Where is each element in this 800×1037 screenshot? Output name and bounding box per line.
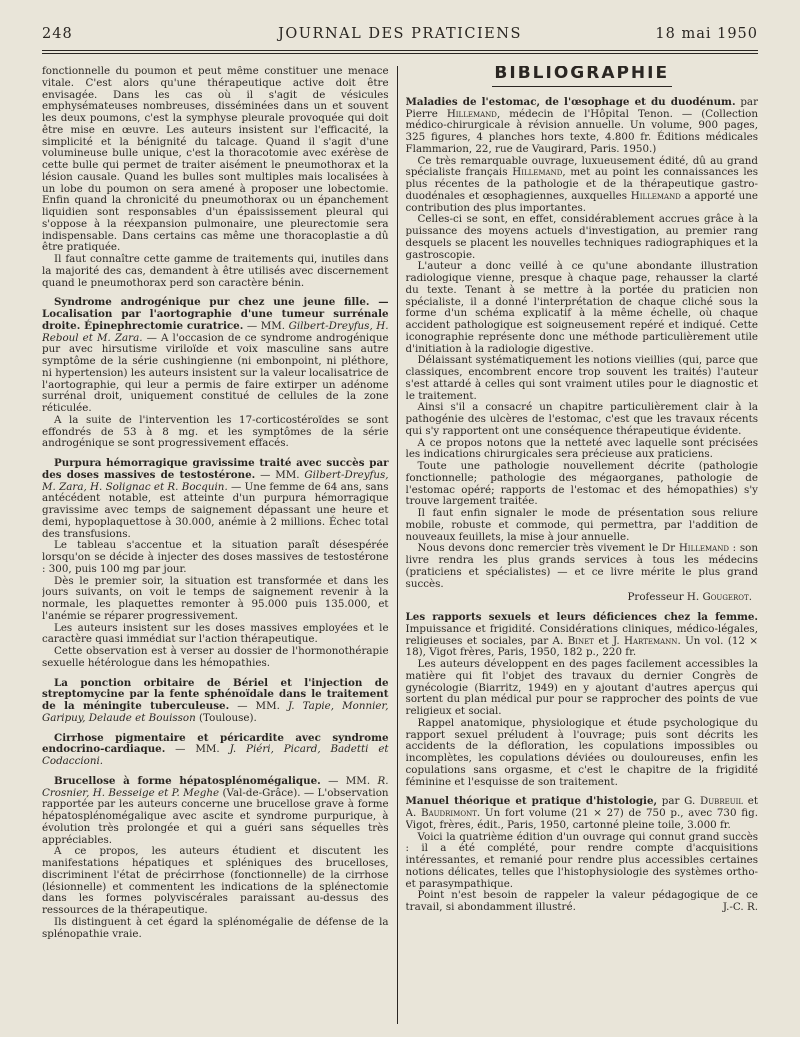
book-author: Binet: [567, 634, 594, 647]
author-name: Hillemand: [678, 542, 729, 555]
paragraph: fonctionnelle du poumon et peut même constituer une menace vitale. C'est alors qu'une thérapeutique active doit être envisagée. Dans les cas où il s'agit de vésicules emphysémateuses nombreuses, disséminées dans un et souvent les deux poumons, c'est la symphyse pleurale provoquée qui doit être mise en œuvre. Les auteurs insistent sur l'efficacité, la simplicité et la bénignité du talcage. Quand il s'agit d'une volumineuse bulle unique, c'est la thoracotomie avec exérèse de cette bulle qui permet de traiter aisément le pneumothorax et la lésion causale. Quand les bulles sont multiples mais localisées à un lobe du poumon on sera amené à proposer une lobectomie. Enfin quand la chronicité du pneumothorax ou un épanchement liquidien sont responsables d'un épaississement pleural qui s'oppose à la réexpansion pulmonaire, une pleurectomie sera indispensable. Dans certains cas même une thoracoplastie a dû être pratiquée.: [42, 66, 389, 254]
paragraph: Dès le premier soir, la situation est transformée et dans les jours suivants, on voit le temps de saignement revenir à la normale, les plaquettes remonter à 95.000 puis 135.000, et l'anémie se réparer progressivement.: [42, 574, 389, 622]
text: Impuissance et frigidité. Considérations cliniques, médico-légales, religieuses et sociales, par A.: [405, 622, 758, 647]
paragraph: [406, 156, 758, 215]
article-authors: Gilbert-Dreyfus, M. Zara, H. Solignac et R. Bocquin.: [42, 468, 389, 493]
article-authors: J. Tapie, Monnier, Garipuy, Delaude et Bouisson: [42, 700, 389, 724]
journal-title: JOURNAL DES PRATICIENS: [278, 26, 522, 42]
paragraph: A la suite de l'intervention les 17-corticostéroïdes se sont effondrés de 53 à 8 mg. et les symptômes de la série androgénique se sont progressivement effacés.: [42, 413, 389, 450]
article-title: Syndrome androgénique pur chez une jeune fille. — Localisation par l'aortographie d'une tumeur surrénale droite. Épinephrectomie curatrice.: [42, 296, 389, 332]
text: .: [748, 591, 752, 604]
right-column: [406, 66, 758, 1024]
signature: [406, 592, 752, 604]
paragraph: Les auteurs développent en des pages facilement accessibles la matière qui fit l'objet des travaux du dernier Congrès de gynécologie (Biarritz, 1949) en y ajoutant d'autres aperçus qui sortent du plan médical pur pour se rapprocher des points de vue religieux et social.: [405, 658, 758, 717]
book-reference: . Un fort volume (21 × 27) de 750 p., avec 730 fig. Vigot, frères, édit., Paris, 1950, cartonné pleine toile, 3.000 fr.: [405, 807, 758, 831]
article-purpura: [42, 458, 389, 540]
author-name: Hillemand: [630, 189, 681, 202]
book-author: Hillemand: [446, 107, 497, 120]
article-title: Cirrhose pigmentaire et péricardite avec syndrome endocrino-cardiaque.: [42, 731, 389, 756]
author-name: Hillemand: [512, 166, 563, 179]
book-title: Manuel théorique et pratique d'histologie,: [405, 795, 658, 808]
text: (Toulouse).: [195, 711, 257, 724]
paragraph: Celles-ci se sont, en effet, considérablement accrues grâce à la puissance des moyens actuels d'investigation, au premier rang desquels se placent les nouvelles techniques radiographiques et la gastroscopie.: [405, 213, 758, 261]
article-body: — Une femme de 64 ans, sans antécédent notable, est atteinte d'un purpura hémorragique gravissime avec temps de saignement dépassant une heure et demi, hypoplaquettose à 30.000, anémie à 2 millions. Échec total des transfusions.: [42, 480, 389, 540]
paragraph: Délaissant systématiquement les notions vieillies (qui, parce que classiques, encombrent encore trop souvent les traités) l'auteur s'est attardé à celles qui sont vraiment utiles pour le diagnostic et le traitement.: [405, 354, 758, 402]
paragraph: Toute une pathologie nouvellement décrite (pathologie fonctionnelle; pathologie des mégaorganes, pathologie de l'estomac opéré; rapports de l'estomac et des hémopathies) s'y trouve largement traitée.: [405, 460, 758, 508]
paragraph: Voici la quatrième édition d'un ouvrage qui connut grand succès : il a été complété, pour rendre compte d'acquisitions intéressantes, et remanié pour rendre plus accessibles certaines notions délicates, telles que l'histophysiologie des systèmes ortho- et parasympathique.: [405, 830, 758, 890]
article-brucellosis: [42, 776, 389, 847]
article-meningitis: [42, 678, 389, 725]
paragraph: Le tableau s'accentue et la situation paraît désespérée lorsqu'on se décide à injecter des doses massives de testostérone : 300, puis 100 mg par jour.: [42, 539, 389, 575]
page-number: 248: [42, 26, 73, 42]
book-title: Les rapports sexuels et leurs déficiences chez la femme.: [405, 611, 758, 623]
paragraph: Cette observation est à verser au dossier de l'hormonothérapie sexuelle hétérologue dans les hémopathies.: [42, 645, 389, 669]
book-reference: , médecin de l'Hôpital Tenon. — (Collection médico-chirurgicale à révision annuelle. Un volume, 900 pages, 325 figures, 4 planches hors texte, 4.800 fr. Éditions médicales Flammarion, 22, rue de Vaugirard, Paris. 1950.): [405, 107, 758, 155]
text: — MM.: [320, 774, 378, 787]
paragraph: Ils distinguent à cet égard la splénomégalie de défense de la splénopathie vraie.: [42, 915, 389, 940]
article-cirrhosis: [42, 733, 389, 768]
page-header: [42, 26, 758, 48]
article-androgenic: [42, 297, 389, 415]
book-author: Hartemann: [624, 634, 678, 647]
text: Ce très remarquable ouvrage, luxueusement édité, dû au grand spécialiste français: [405, 154, 758, 179]
text: — MM.: [243, 319, 289, 332]
left-column: [42, 66, 389, 1024]
text: a apporté une contribution des plus importantes.: [405, 189, 758, 214]
article-title: La ponction orbitaire de Bériel et l'injection de streptomycine par la fente sphénoïdale dans le traitement de la méningite tuberculeuse.: [42, 676, 389, 712]
article-authors: J. Piéri, Picard, Badetti et Codaccioni.: [42, 743, 389, 767]
paragraph: Ainsi s'il a consacré un chapitre particulièrement clair à la pathogénie des ulcères de l'estomac, c'est que les travaux récents qui s'y rapportent ont une conséquence thérapeutique évidente.: [405, 401, 758, 437]
text: et A.: [405, 795, 758, 819]
book-title: Maladies de l'estomac, de l'œsophage et du duodénum.: [405, 95, 736, 108]
text: par G.: [657, 795, 701, 808]
book-entry: [406, 612, 758, 659]
columns: [42, 66, 758, 1024]
article-body: — A l'occasion de ce syndrome androgénique pur avec hirsutisme viriloïde et voix masculine sans autre symptôme de la série cushingienne (ni embonpoint, ni pléthore, ni hypertension) les auteurs insistent sur la valeur localisatrice de l'aortographie, qui leur a permis de faire extirper un adénome surrénal droit, uniquement constitué de cellules de la zone réticulée.: [42, 331, 389, 414]
paragraph: A ce propos, les auteurs étudient et discutent les manifestations hépatiques et spléniques des brucelloses, discriminent l'état de précirrhose (fonctionnelle) de la cirrhose (lésionnelle) et commentent les indications de la splénectomie dans les formes polyviscérales paraissant au-dessus des ressources de la thérapeutique.: [42, 845, 389, 916]
text: par Pierre: [405, 95, 758, 120]
article-title: Brucellose à forme hépatosplénomégalique.: [54, 774, 321, 787]
text: Point n'est besoin de rappeler la valeur pédagogique de ce travail, si abondamment illustré.: [405, 889, 758, 913]
book-author: Dubreuil: [700, 795, 744, 808]
signature: J.-C. R.: [722, 901, 758, 913]
text: — MM.: [255, 468, 305, 481]
book-author: Baudrimont: [421, 807, 477, 819]
column-divider: [397, 66, 398, 1024]
article-title: Purpura hémorragique gravissime traité avec succès par des doses massives de testostérone.: [42, 457, 389, 481]
book-entry: [406, 97, 758, 156]
book-entry: [406, 796, 758, 831]
article-authors: Gilbert-Dreyfus, H. Reboul et M. Zara.: [42, 319, 389, 344]
text: — MM.: [229, 700, 288, 712]
text: Professeur H.: [627, 591, 703, 604]
paragraph: Les auteurs insistent sur les doses massives employées et le caractère quasi immédiat sur l'action thérapeutique.: [42, 621, 389, 646]
text: : son livre rendra les plus grands services à tous les médecins (praticiens et spécialistes) — et ce livre mérite le plus grand succès.: [405, 542, 758, 590]
text: — MM.: [165, 743, 230, 756]
paragraph: [406, 543, 758, 590]
text: , met au point les connaissances les plus récentes de la pathologie et de la thérapeutique gastro-duodénales et œsophagiennes, auxquelles: [405, 166, 758, 202]
section-title: BIBLIOGRAPHIE: [494, 66, 670, 83]
header-rule: [42, 50, 758, 54]
paragraph: Rappel anatomique, physiologique et étude psychologique du rapport sexuel préludent à l'ouvrage; puis sont décrits les accidents de la défloration, les copulations impossibles ou incomplètes, les copulations déviées ou douloureuses, enfin les copulations sans orgasme, et c'est le chapitre de la frigidité féminine et l'esquisse de son traitement.: [405, 716, 758, 788]
article-body: (Val-de-Grâce). — L'observation rapportée par les auteurs concerne une brucellose grave à forme hépatosplénomégalique avec ascite et syndrome purpurique, à évolution très prolongée et qui a guéri sans séquelles très appréciables.: [42, 786, 389, 846]
text: et J.: [593, 634, 624, 647]
author-name: Gougerot: [702, 591, 749, 604]
article-authors: R. Crosnier, H. Besseige et P. Meghe: [42, 774, 389, 799]
text: Nous devons donc remercier très vivement le Dr: [417, 542, 679, 555]
book-reference: . Un vol. (12 × 18), Vigot frères, Paris, 1950, 182 p., 220 fr.: [405, 634, 758, 659]
paragraph: A ce propos notons que la netteté avec laquelle sont précisées les indications chirurgicales sera précieuse aux praticiens.: [405, 436, 758, 461]
paragraph: Il faut connaître cette gamme de traitements qui, inutiles dans la majorité des cas, demandent à être utilisés avec discernement quand le pneumothorax perd son caractère bénin.: [42, 253, 389, 289]
section-rule: [492, 86, 672, 87]
issue-date: 18 mai 1950: [655, 26, 758, 42]
paragraph: Il faut enfin signaler le mode de présentation sous reliure mobile, robuste et commode, qui permettra, par l'addition de nouveaux feuillets, la mise à jour annuelle.: [405, 507, 758, 543]
paragraph: [406, 890, 758, 914]
paragraph: L'auteur a donc veillé à ce qu'une abondante illustration radiologique vienne, presque à chaque page, rehausser la clarté du texte. Tenant à se mettre à la portée du praticien non spécialiste, il a donné l'interprétation de chaque cliché sous la forme d'un schéma explicatif à la même échelle, où chaque accident pathologique est soigneusement repéré et indiqué. Cette iconographie représente donc une méthode particulièrement utile d'initiation à la radiologie digestive.: [405, 260, 758, 355]
